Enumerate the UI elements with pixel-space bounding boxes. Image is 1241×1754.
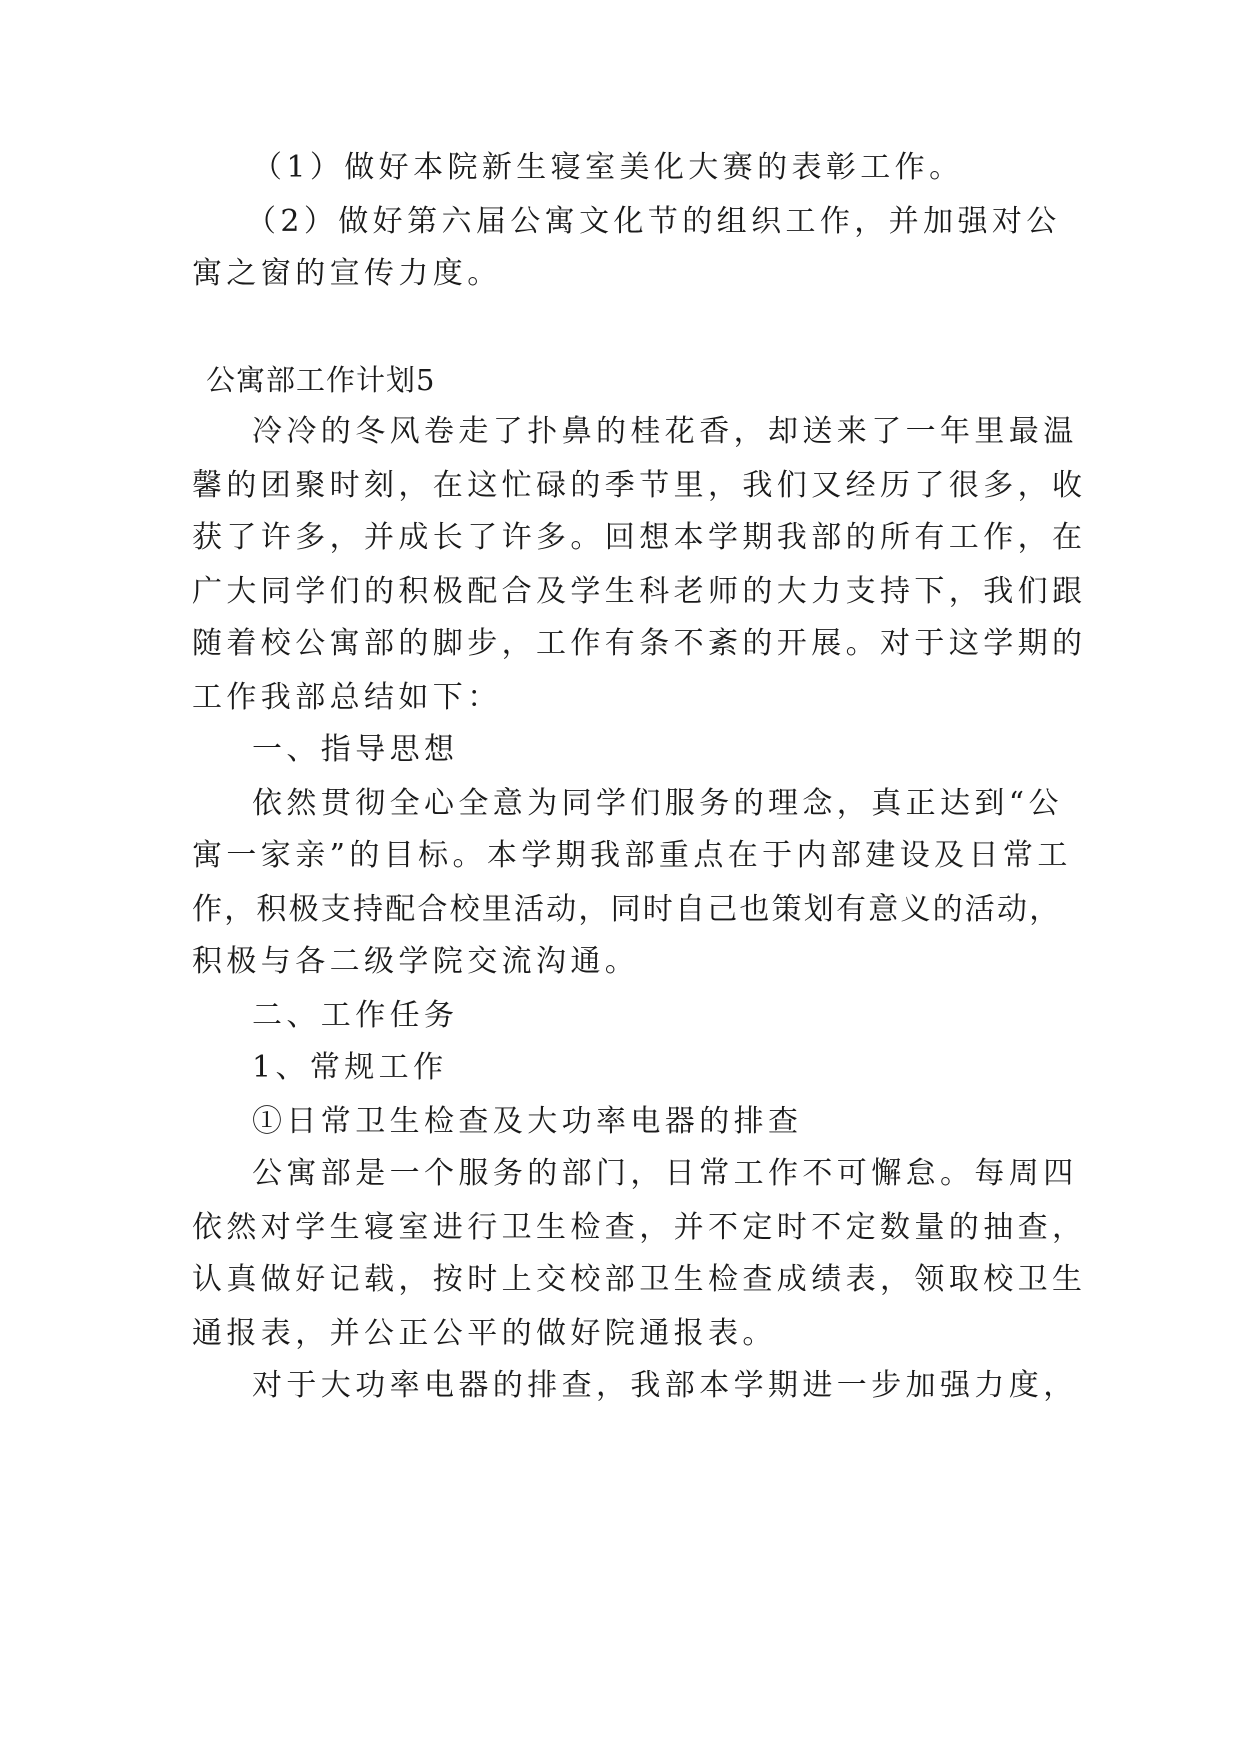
heading-routine-work: 1、常规工作 [252,1050,448,1085]
heading-guiding-thought: 一、指导思想 [252,732,459,767]
paragraph-4-line-1: 对于大功率电器的排查，我部本学期进一步加强力度， [252,1368,1078,1403]
paragraph-1-line-6: 工作我部总结如下： [192,680,502,715]
paragraph-2-line-1: 依然贯彻全心全意为同学们服务的理念，真正达到“公 [252,786,1063,821]
paragraph-3-line-4: 通报表，并公正公平的做好院通报表。 [192,1316,777,1351]
paragraph-2-line-2: 寓一家亲”的目标。本学期我部重点在于内部建设及日常工 [192,838,1072,873]
paragraph-2-line-4: 积极与各二级学院交流沟通。 [192,944,640,979]
paragraph-3-line-2: 依然对学生寝室进行卫生检查，并不定时不定数量的抽查， [192,1210,1087,1245]
paragraph-1-line-5: 随着校公寓部的脚步，工作有条不紊的开展。对于这学期的 [192,626,1087,661]
paragraph-1-line-4: 广大同学们的积极配合及学生科老师的大力支持下，我们跟 [192,574,1087,609]
heading-work-tasks: 二、工作任务 [252,998,459,1033]
list-item-2-line-1: （2）做好第六届公寓文化节的组织工作，并加强对公 [246,204,1061,239]
list-item-1: （1）做好本院新生寝室美化大赛的表彰工作。 [252,150,964,185]
paragraph-3-line-3: 认真做好记载，按时上交校部卫生检查成绩表，领取校卫生 [192,1262,1087,1297]
section-title: 公寓部工作计划5 [206,363,436,397]
heading-hygiene-check: ①日常卫生检查及大功率电器的排查 [252,1104,803,1139]
paragraph-3-line-1: 公寓部是一个服务的部门，日常工作不可懈怠。每周四 [252,1156,1078,1191]
paragraph-2-line-3: 作，积极支持配合校里活动，同时自己也策划有意义的活动， [192,892,1062,927]
list-item-2-line-2: 寓之窗的宣传力度。 [192,256,502,291]
paragraph-1-line-2: 馨的团聚时刻，在这忙碌的季节里，我们又经历了很多，收 [192,468,1087,503]
paragraph-1-line-1: 冷冷的冬风卷走了扑鼻的桂花香，却送来了一年里最温 [252,414,1078,449]
paragraph-1-line-3: 获了许多，并成长了许多。回想本学期我部的所有工作，在 [192,520,1087,555]
